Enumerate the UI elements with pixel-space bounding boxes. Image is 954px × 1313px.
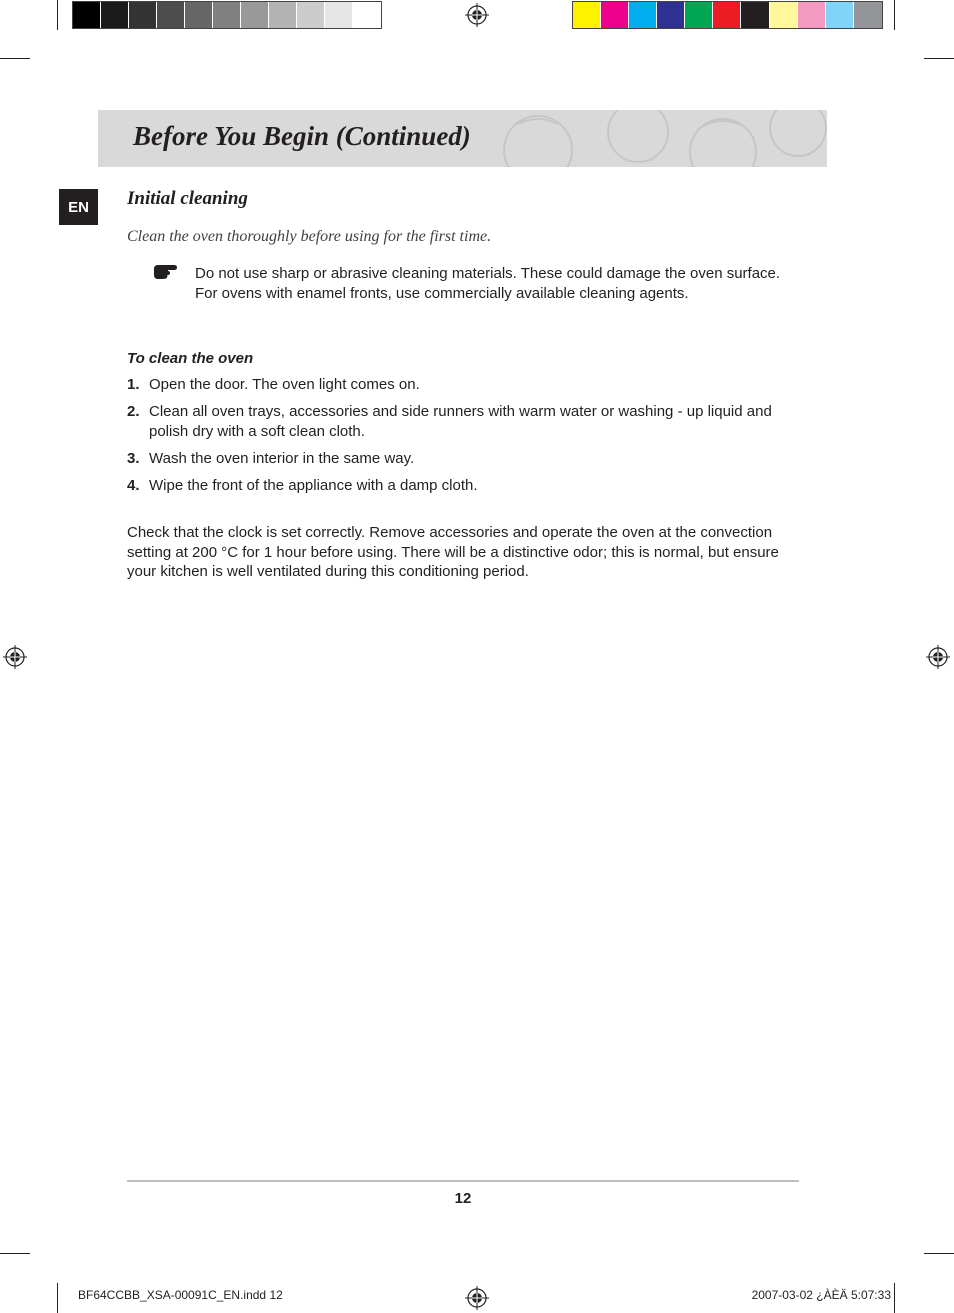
list-item xyxy=(127,402,797,441)
header-band xyxy=(98,110,827,167)
crop-mark xyxy=(57,1283,58,1313)
crop-mark xyxy=(894,0,895,30)
list-item xyxy=(127,449,797,469)
color-swatch xyxy=(353,2,381,28)
color-swatch xyxy=(297,2,325,28)
step-text: Open the door. The oven light comes on. xyxy=(149,376,420,393)
step-number: 3. xyxy=(127,450,140,467)
list-item xyxy=(127,476,797,496)
language-tab: EN xyxy=(59,189,98,225)
registration-mark-icon xyxy=(926,645,950,669)
step-text: Clean all oven trays, accessories and side runners with warm water or washing - up liquid and polish dry with a soft clean cloth. xyxy=(149,403,772,440)
crop-mark xyxy=(894,1283,895,1313)
color-swatch xyxy=(213,2,241,28)
crop-mark xyxy=(57,0,58,30)
color-swatch xyxy=(157,2,185,28)
color-swatch xyxy=(826,2,854,28)
color-swatch xyxy=(325,2,353,28)
crop-mark xyxy=(924,58,954,59)
page-number: 12 xyxy=(454,1190,472,1207)
procedure-title: To clean the oven xyxy=(127,350,254,367)
color-swatch xyxy=(269,2,297,28)
step-number: 1. xyxy=(127,376,140,393)
pointing-hand-icon xyxy=(152,260,180,280)
step-number: 2. xyxy=(127,403,140,420)
tomato-watermark-icon xyxy=(458,110,827,167)
registration-mark-icon xyxy=(465,3,489,27)
list-item xyxy=(127,375,797,395)
color-swatch xyxy=(601,2,629,28)
color-swatch xyxy=(713,2,741,28)
registration-mark-icon xyxy=(465,1286,489,1310)
section-intro: Clean the oven thoroughly before using for the first time. xyxy=(127,228,492,245)
step-text: Wash the oven interior in the same way. xyxy=(149,450,415,467)
crop-mark xyxy=(924,1253,954,1254)
color-swatch xyxy=(573,2,601,28)
registration-mark-icon xyxy=(3,645,27,669)
color-swatch xyxy=(629,2,657,28)
color-swatch xyxy=(101,2,129,28)
color-swatch xyxy=(798,2,826,28)
color-swatch xyxy=(685,2,713,28)
page-title: Before You Begin (Continued) xyxy=(133,121,471,151)
crop-mark xyxy=(0,1253,30,1254)
note-text: Do not use sharp or abrasive cleaning materials. These could damage the oven surface. For ovens with enamel fronts, use commercially available cleaning agents. xyxy=(195,265,781,302)
color-swatch xyxy=(854,2,882,28)
file-slug: BF64CCBB_XSA-00091C_EN.indd 12 xyxy=(78,1288,283,1302)
color-swatch xyxy=(73,2,101,28)
crop-mark xyxy=(0,58,30,59)
section-title: Initial cleaning xyxy=(127,188,248,209)
step-number: 4. xyxy=(127,477,140,494)
date-slug: 2007-03-02 ¿ÀÈÄ 5:07:33 xyxy=(751,1288,891,1302)
color-swatch xyxy=(185,2,213,28)
color-swatch xyxy=(129,2,157,28)
footer-divider xyxy=(127,1180,799,1182)
color-swatch xyxy=(741,2,769,28)
color-swatch xyxy=(241,2,269,28)
color-swatch xyxy=(770,2,798,28)
color-swatch xyxy=(657,2,685,28)
grayscale-color-bar xyxy=(72,1,382,29)
closing-paragraph: Check that the clock is set correctly. Remove accessories and operate the oven at the convection setting at 200 °C for 1 hour before using. There will be a distinctive odor; this is normal, but ensure your kitchen is well ventilated during this conditioning period. xyxy=(127,524,779,580)
process-color-bar xyxy=(572,1,883,29)
step-text: Wipe the front of the appliance with a damp cloth. xyxy=(149,477,478,494)
